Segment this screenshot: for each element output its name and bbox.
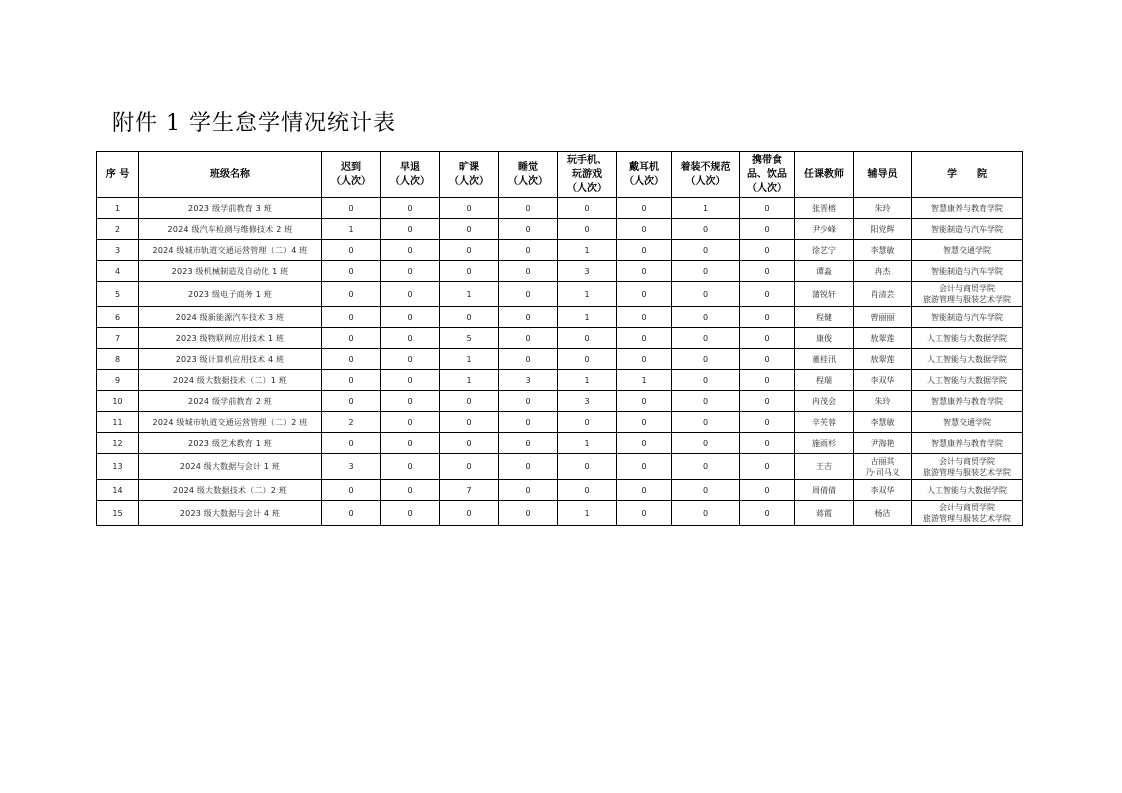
- row-number: 13: [97, 454, 139, 480]
- absent-count: 0: [440, 307, 499, 328]
- phone-game-count: 1: [558, 370, 617, 391]
- sleeping-count: 0: [499, 328, 558, 349]
- late-count: 0: [322, 282, 381, 307]
- late-count: 2: [322, 412, 381, 433]
- absent-count: 0: [440, 198, 499, 219]
- food-drink-count: 0: [740, 391, 795, 412]
- sleeping-count: 0: [499, 433, 558, 454]
- header-late: 迟到 （人次）: [322, 152, 381, 198]
- absent-count: 7: [440, 480, 499, 501]
- statistics-table: [96, 151, 1023, 526]
- food-drink-count: 0: [740, 454, 795, 480]
- phone-game-count: 1: [558, 307, 617, 328]
- counselor-name: 阳党辉: [854, 219, 912, 240]
- dress-code-count: 0: [672, 219, 740, 240]
- counselor-name: 杨洁: [854, 501, 912, 526]
- teacher-name: 周倩倩: [795, 480, 854, 501]
- teacher-name: 蒋霞: [795, 501, 854, 526]
- food-drink-count: 0: [740, 370, 795, 391]
- counselor-name: 敖翠莲: [854, 328, 912, 349]
- class-name: 2023 级计算机应用技术 4 班: [139, 349, 322, 370]
- early-leave-count: 0: [381, 412, 440, 433]
- absent-count: 1: [440, 282, 499, 307]
- food-drink-count: 0: [740, 328, 795, 349]
- absent-count: 0: [440, 501, 499, 526]
- absent-count: 0: [440, 412, 499, 433]
- teacher-name: 施雨杉: [795, 433, 854, 454]
- early-leave-count: 0: [381, 307, 440, 328]
- early-leave-count: 0: [381, 328, 440, 349]
- food-drink-count: 0: [740, 240, 795, 261]
- table-row: [97, 261, 1023, 282]
- college-name: 会计与商贸学院 旅游管理与服装艺术学院: [912, 501, 1023, 526]
- early-leave-count: 0: [381, 198, 440, 219]
- counselor-name: 李慧敏: [854, 412, 912, 433]
- phone-game-count: 0: [558, 480, 617, 501]
- sleeping-count: 0: [499, 501, 558, 526]
- class-name: 2023 级电子商务 1 班: [139, 282, 322, 307]
- sleeping-count: 0: [499, 391, 558, 412]
- dress-code-count: 0: [672, 370, 740, 391]
- teacher-name: 康俊: [795, 328, 854, 349]
- early-leave-count: 0: [381, 282, 440, 307]
- phone-game-count: 3: [558, 261, 617, 282]
- phone-game-count: 1: [558, 282, 617, 307]
- earphone-count: 0: [617, 307, 672, 328]
- table-body: [97, 198, 1023, 526]
- teacher-name: 尹少峰: [795, 219, 854, 240]
- college-name: 智慧康养与教育学院: [912, 433, 1023, 454]
- class-name: 2023 级物联网应用技术 1 班: [139, 328, 322, 349]
- late-count: 0: [322, 433, 381, 454]
- dress-code-count: 0: [672, 454, 740, 480]
- teacher-name: 冉茂会: [795, 391, 854, 412]
- late-count: 0: [322, 240, 381, 261]
- phone-game-count: 0: [558, 219, 617, 240]
- counselor-name: 尹海艳: [854, 433, 912, 454]
- early-leave-count: 0: [381, 391, 440, 412]
- food-drink-count: 0: [740, 349, 795, 370]
- sleeping-count: 0: [499, 219, 558, 240]
- late-count: 0: [322, 370, 381, 391]
- teacher-name: 蒲锐轩: [795, 282, 854, 307]
- class-name: 2024 级汽车检测与维修技术 2 班: [139, 219, 322, 240]
- header-dress-code: 着装不规范 （人次）: [672, 152, 740, 198]
- earphone-count: 0: [617, 412, 672, 433]
- counselor-name: 李双华: [854, 370, 912, 391]
- row-number: 8: [97, 349, 139, 370]
- phone-game-count: 1: [558, 433, 617, 454]
- sleeping-count: 0: [499, 261, 558, 282]
- absent-count: 0: [440, 391, 499, 412]
- header-early-leave: 早退 （人次）: [381, 152, 440, 198]
- header-row: [97, 152, 1023, 198]
- phone-game-count: 0: [558, 198, 617, 219]
- absent-count: 0: [440, 261, 499, 282]
- earphone-count: 0: [617, 501, 672, 526]
- row-number: 10: [97, 391, 139, 412]
- food-drink-count: 0: [740, 307, 795, 328]
- dress-code-count: 0: [672, 282, 740, 307]
- class-name: 2023 级机械制造及自动化 1 班: [139, 261, 322, 282]
- row-number: 5: [97, 282, 139, 307]
- header-class-name: 班级名称: [139, 152, 322, 198]
- phone-game-count: 0: [558, 412, 617, 433]
- phone-game-count: 3: [558, 391, 617, 412]
- food-drink-count: 0: [740, 219, 795, 240]
- teacher-name: 辛芙蓉: [795, 412, 854, 433]
- class-name: 2023 级艺术教育 1 班: [139, 433, 322, 454]
- document-title: 附件 1 学生怠学情况统计表: [112, 111, 396, 136]
- teacher-name: 王吉: [795, 454, 854, 480]
- college-name: 智慧交通学院: [912, 412, 1023, 433]
- early-leave-count: 0: [381, 240, 440, 261]
- earphone-count: 0: [617, 349, 672, 370]
- class-name: 2023 级学前教育 3 班: [139, 198, 322, 219]
- teacher-name: 张晋榕: [795, 198, 854, 219]
- row-number: 11: [97, 412, 139, 433]
- header-absent: 旷课 （人次）: [440, 152, 499, 198]
- table-header: [97, 152, 1023, 198]
- earphone-count: 0: [617, 219, 672, 240]
- early-leave-count: 0: [381, 219, 440, 240]
- table-row: [97, 328, 1023, 349]
- phone-game-count: 1: [558, 501, 617, 526]
- late-count: 0: [322, 307, 381, 328]
- header-college: 学 院: [912, 152, 1023, 198]
- counselor-name: 朱玲: [854, 198, 912, 219]
- sleeping-count: 3: [499, 370, 558, 391]
- sleeping-count: 0: [499, 349, 558, 370]
- dress-code-count: 0: [672, 349, 740, 370]
- late-count: 0: [322, 328, 381, 349]
- sleeping-count: 0: [499, 282, 558, 307]
- food-drink-count: 0: [740, 282, 795, 307]
- college-name: 智能制造与汽车学院: [912, 261, 1023, 282]
- class-name: 2024 级大数据技术（二）2 班: [139, 480, 322, 501]
- food-drink-count: 0: [740, 501, 795, 526]
- earphone-count: 0: [617, 240, 672, 261]
- table-row: [97, 501, 1023, 526]
- class-name: 2023 级大数据与会计 4 班: [139, 501, 322, 526]
- earphone-count: 0: [617, 454, 672, 480]
- counselor-name: 敖翠莲: [854, 349, 912, 370]
- earphone-count: 0: [617, 480, 672, 501]
- row-number: 3: [97, 240, 139, 261]
- earphone-count: 0: [617, 282, 672, 307]
- dress-code-count: 1: [672, 198, 740, 219]
- late-count: 0: [322, 349, 381, 370]
- early-leave-count: 0: [381, 454, 440, 480]
- counselor-name: 肖清芸: [854, 282, 912, 307]
- sleeping-count: 0: [499, 240, 558, 261]
- college-name: 人工智能与大数据学院: [912, 480, 1023, 501]
- header-counselor: 辅导员: [854, 152, 912, 198]
- row-number: 14: [97, 480, 139, 501]
- table-row: [97, 219, 1023, 240]
- counselor-name: 古丽其 乃·司马义: [854, 454, 912, 480]
- sleeping-count: 0: [499, 412, 558, 433]
- teacher-name: 徐艺宁: [795, 240, 854, 261]
- college-name: 智慧康养与教育学院: [912, 391, 1023, 412]
- late-count: 0: [322, 261, 381, 282]
- table-row: [97, 480, 1023, 501]
- absent-count: 1: [440, 370, 499, 391]
- college-name: 人工智能与大数据学院: [912, 328, 1023, 349]
- early-leave-count: 0: [381, 501, 440, 526]
- college-name: 智能制造与汽车学院: [912, 307, 1023, 328]
- counselor-name: 冉杰: [854, 261, 912, 282]
- late-count: 3: [322, 454, 381, 480]
- absent-count: 0: [440, 219, 499, 240]
- dress-code-count: 0: [672, 480, 740, 501]
- table-row: [97, 198, 1023, 219]
- header-food-drink: 携带食 品、饮品 （人次）: [740, 152, 795, 198]
- table-row: [97, 349, 1023, 370]
- row-number: 2: [97, 219, 139, 240]
- earphone-count: 1: [617, 370, 672, 391]
- college-name: 会计与商贸学院 旅游管理与服装艺术学院: [912, 454, 1023, 480]
- table-row: [97, 370, 1023, 391]
- teacher-name: 程健: [795, 307, 854, 328]
- food-drink-count: 0: [740, 433, 795, 454]
- food-drink-count: 0: [740, 261, 795, 282]
- header-phone-games: 玩手机、 玩游戏 （人次）: [558, 152, 617, 198]
- late-count: 0: [322, 198, 381, 219]
- sleeping-count: 0: [499, 198, 558, 219]
- row-number: 7: [97, 328, 139, 349]
- counselor-name: 朱玲: [854, 391, 912, 412]
- late-count: 0: [322, 480, 381, 501]
- class-name: 2024 级学前教育 2 班: [139, 391, 322, 412]
- dress-code-count: 0: [672, 433, 740, 454]
- early-leave-count: 0: [381, 261, 440, 282]
- early-leave-count: 0: [381, 370, 440, 391]
- counselor-name: 李双华: [854, 480, 912, 501]
- teacher-name: 程瑞: [795, 370, 854, 391]
- absent-count: 1: [440, 349, 499, 370]
- absent-count: 0: [440, 240, 499, 261]
- earphone-count: 0: [617, 261, 672, 282]
- food-drink-count: 0: [740, 480, 795, 501]
- row-number: 15: [97, 501, 139, 526]
- early-leave-count: 0: [381, 433, 440, 454]
- row-number: 4: [97, 261, 139, 282]
- dress-code-count: 0: [672, 501, 740, 526]
- dress-code-count: 0: [672, 261, 740, 282]
- row-number: 9: [97, 370, 139, 391]
- row-number: 6: [97, 307, 139, 328]
- sleeping-count: 0: [499, 307, 558, 328]
- table-row: [97, 412, 1023, 433]
- counselor-name: 曾丽丽: [854, 307, 912, 328]
- late-count: 0: [322, 391, 381, 412]
- class-name: 2024 级大数据与会计 1 班: [139, 454, 322, 480]
- table-row: [97, 240, 1023, 261]
- phone-game-count: 1: [558, 240, 617, 261]
- dress-code-count: 0: [672, 391, 740, 412]
- teacher-name: 谭淼: [795, 261, 854, 282]
- earphone-count: 0: [617, 328, 672, 349]
- teacher-name: 董桂汛: [795, 349, 854, 370]
- college-name: 人工智能与大数据学院: [912, 370, 1023, 391]
- table-row: [97, 433, 1023, 454]
- college-name: 人工智能与大数据学院: [912, 349, 1023, 370]
- phone-game-count: 0: [558, 349, 617, 370]
- earphone-count: 0: [617, 391, 672, 412]
- header-sleeping: 睡觉 （人次）: [499, 152, 558, 198]
- early-leave-count: 0: [381, 349, 440, 370]
- dress-code-count: 0: [672, 307, 740, 328]
- absent-count: 5: [440, 328, 499, 349]
- table-row: [97, 307, 1023, 328]
- table-row: [97, 282, 1023, 307]
- college-name: 智慧康养与教育学院: [912, 198, 1023, 219]
- dress-code-count: 0: [672, 240, 740, 261]
- absent-count: 0: [440, 433, 499, 454]
- absent-count: 0: [440, 454, 499, 480]
- late-count: 0: [322, 501, 381, 526]
- header-earphones: 戴耳机 （人次）: [617, 152, 672, 198]
- late-count: 1: [322, 219, 381, 240]
- food-drink-count: 0: [740, 198, 795, 219]
- class-name: 2024 级新能源汽车技术 3 班: [139, 307, 322, 328]
- dress-code-count: 0: [672, 412, 740, 433]
- early-leave-count: 0: [381, 480, 440, 501]
- row-number: 1: [97, 198, 139, 219]
- table-row: [97, 391, 1023, 412]
- phone-game-count: 0: [558, 328, 617, 349]
- sleeping-count: 0: [499, 480, 558, 501]
- food-drink-count: 0: [740, 412, 795, 433]
- table-row: [97, 454, 1023, 480]
- class-name: 2024 级城市轨道交通运营管理（二）4 班: [139, 240, 322, 261]
- college-name: 智能制造与汽车学院: [912, 219, 1023, 240]
- sleeping-count: 0: [499, 454, 558, 480]
- header-no: 序 号: [97, 152, 139, 198]
- phone-game-count: 0: [558, 454, 617, 480]
- earphone-count: 0: [617, 433, 672, 454]
- college-name: 智慧交通学院: [912, 240, 1023, 261]
- class-name: 2024 级大数据技术（二）1 班: [139, 370, 322, 391]
- row-number: 12: [97, 433, 139, 454]
- counselor-name: 李慧敏: [854, 240, 912, 261]
- class-name: 2024 级城市轨道交通运营管理（二）2 班: [139, 412, 322, 433]
- header-teacher: 任课教师: [795, 152, 854, 198]
- earphone-count: 0: [617, 198, 672, 219]
- college-name: 会计与商贸学院 旅游管理与服装艺术学院: [912, 282, 1023, 307]
- dress-code-count: 0: [672, 328, 740, 349]
